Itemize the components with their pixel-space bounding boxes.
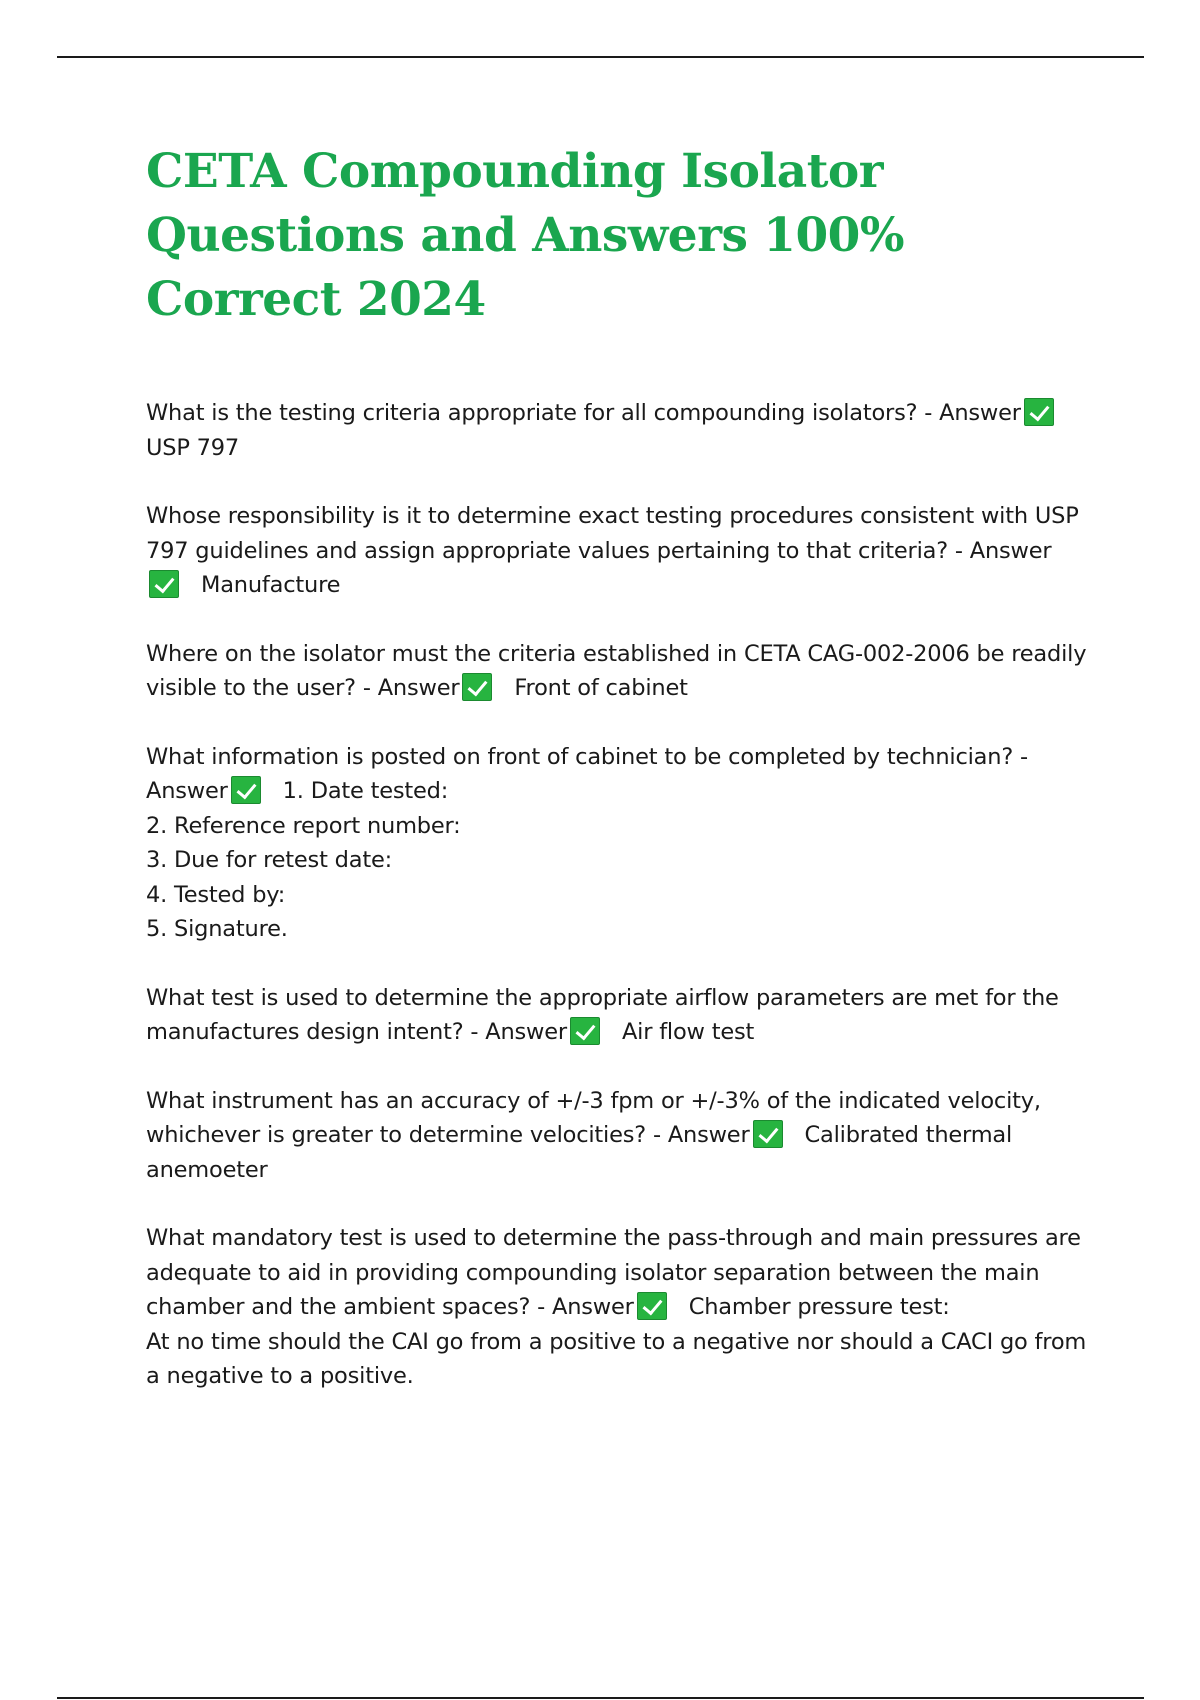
document-title: CETA Compounding Isolator Questions and Answers 100% Correct 2024 [146,144,905,327]
answer-text: Calibrated thermal anemoeter [146,1122,1013,1183]
qa-item-4 [146,740,1106,947]
question-text: What test is used to determine the appropriate airflow parameters are met for the manufactures design intent? - Answer [146,984,1059,1045]
qa-item-2 [146,499,1106,603]
document-page [146,140,1106,1428]
check-mark-icon [462,673,492,701]
answer-line: 2. Reference report number: [146,812,461,839]
check-mark-icon [637,1292,667,1320]
answer-line: 1. Date tested: [282,778,449,804]
qa-item-6 [146,1084,1106,1188]
qa-list [146,396,1106,1394]
qa-item-3 [146,637,1106,706]
check-mark-icon [231,776,261,804]
answer-text: Chamber pressure test: [688,1294,950,1320]
answer-line: 5. Signature. [146,916,288,942]
bottom-rule [57,1697,1144,1699]
qa-item-7 [146,1221,1106,1394]
answer-line: 3. Due for retest date: [146,847,392,873]
question-text: Whose responsibility is it to determine exact testing procedures consistent with USP 797 guidelines and assign appropriate values pertaining to that criteria? - Answer [146,503,1079,564]
answer-text: USP 797 [146,434,240,461]
question-text: What information is posted on front of cabinet to be completed by technician? - Answer [146,743,1028,804]
qa-item-5 [146,981,1106,1050]
question-text: What mandatory test is used to determine the pass-through and main pressures are adequate to aid in providing compounding isolator separation between the main chamber and the ambient spaces? - Answer [146,1225,1081,1320]
top-rule [57,56,1144,58]
answer-continuation: At no time should the CAI go from a positive to a negative nor should a CACI go from a negative to a positive. [146,1328,1087,1389]
question-text: What is the testing criteria appropriate for all compounding isolators? - Answer [146,400,1021,426]
question-text: What instrument has an accuracy of +/-3 fpm or +/-3% of the indicated velocity, whichever is greater to determine velocities? - Answer [146,1087,1041,1148]
check-mark-icon [570,1017,600,1045]
check-mark-icon [753,1120,783,1148]
check-mark-icon [1024,398,1054,426]
check-mark-icon [149,570,179,598]
answer-line: 4. Tested by: [146,881,286,908]
qa-item-1 [146,396,1106,465]
question-text: Where on the isolator must the criteria established in CETA CAG-002-2006 be readily visible to the user? - Answer [146,640,1087,701]
answer-text: Manufacture [201,572,341,598]
answer-text: Front of cabinet [514,675,688,701]
answer-text: Air flow test [621,1019,755,1045]
